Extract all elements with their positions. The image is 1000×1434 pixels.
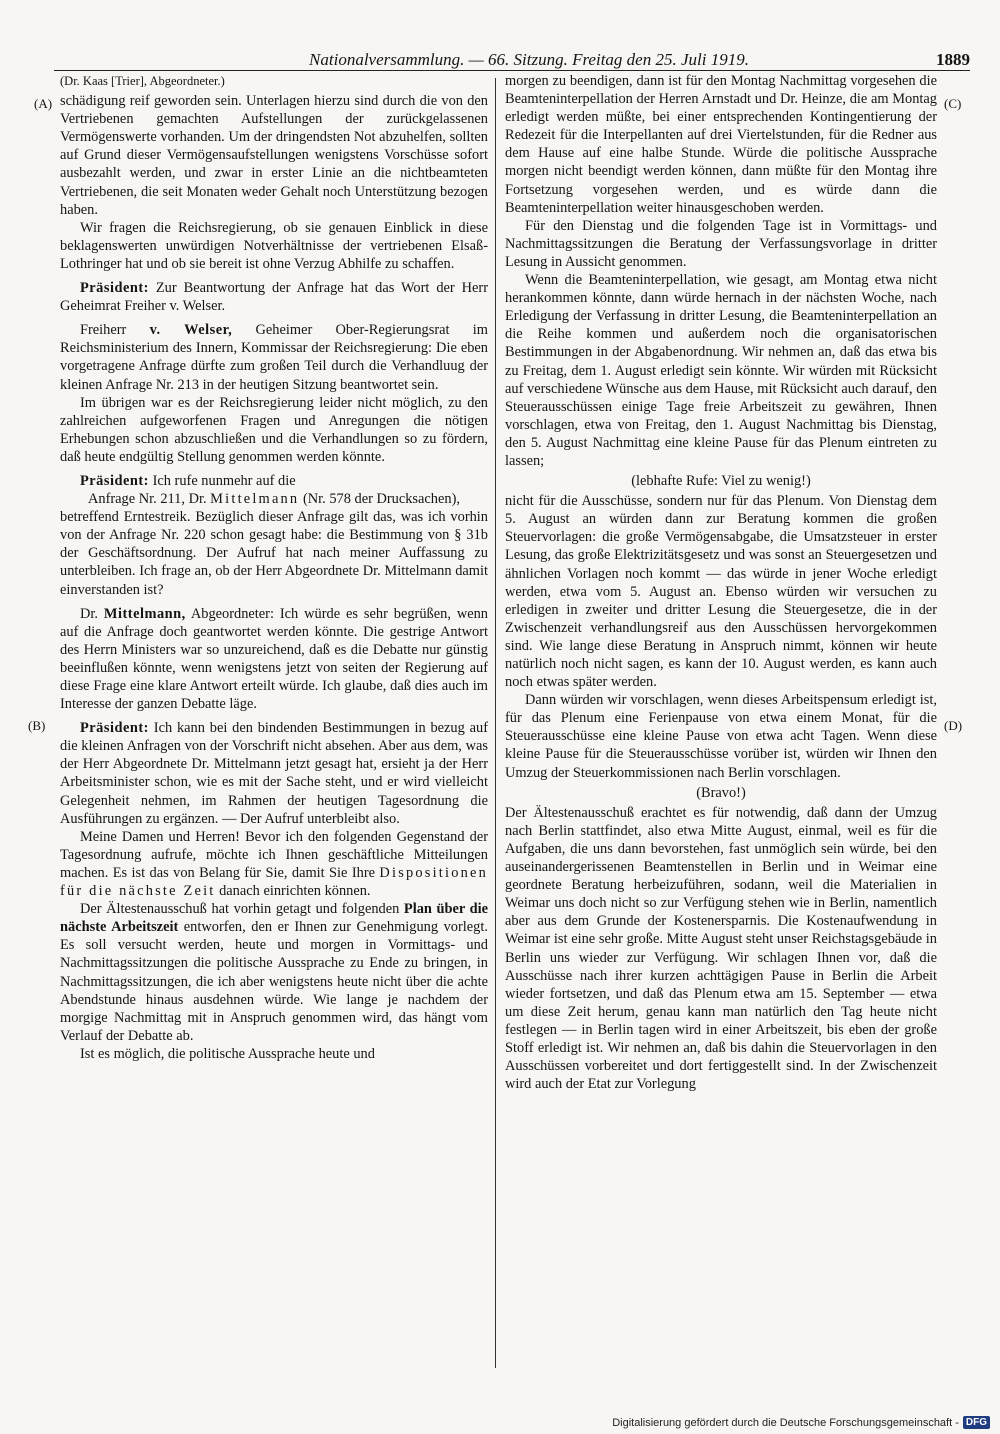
header-title: Nationalversammlung. — 66. Sitzung. Freitag den 25. Juli 1919. [309,50,749,69]
margin-marker-d: (D) [944,718,963,733]
paragraph: morgen zu beendigen, dann ist für den Montag Nachmittag vorgesehen die Beamteninterpellation der Herren Arnstadt und Dr. Heinze, die am Montag erledigt werden müßte, bei einer entsprechenden Kontingentierung der Redezeit für die Interpellanten auf drei Viertelstunden, für die Redner aus dem Hause auf eine halbe Stunde. Würde die politische Aussprache morgen nicht beendigt werden können, dann müßte für den Montag ihre Fortsetzung vorgesehen werden, und es würde dann die Beamteninterpellation weiter hinausgeschoben werden. [505,73,937,216]
agenda-item: Anfrage Nr. 211, Dr. Mittelmann (Nr. 578 der Drucksachen), [88,491,460,508]
speech-president [60,279,488,315]
digitization-footer [610,1416,990,1429]
dfg-logo-icon: DFG [963,1416,990,1429]
speech-president [60,719,488,828]
speaker-attribution: (Dr. Kaas [Trier], Abgeordneter.) [60,74,225,88]
page-header [88,50,970,72]
paragraph: Dann würden wir vorschlagen, wenn dieses Arbeitspensum erledigt ist, für das Plenum eine Ferienpause von etwa einem Monat, für die Steuerausschüsse eine kleine Pause von etwa acht Tagen. Wenn diese kleine Pause für die Steuerausschüsse vorüber ist, würden wir Ihnen den Umzug der Steuerkommissionen nach Berlin vorschlagen. [505,692,937,781]
speaker-title: Dr. [80,605,98,622]
speaker-name: v. Welser, [149,322,233,339]
paragraph: nicht für die Ausschüsse, sondern nur für das Plenum. Von Dienstag dem 5. August an würden dann zur Beratung kommen die großen Steuervorlagen: die große Vermögensabgabe, die Umsatzsteuer in erster Lesung, das große Elektrizitätsgesetz und was sonst an Steuergesetzen und ähnlichen Vorlagen noch kommt — das würde in jener Woche erledigt werden, etwa vom 5. August an. Ebenso würden wir versuchen zu erledigen in zweiter und dritter Lesung die Steuergesetze, die in der Zwischenzeit verhandlungsreif aus den Ausschüssen hervorgekommen sind. Wie lange diese Beratung in Anspruch nimmt, können wir heute natürlich noch nicht sagen, es kann der 10. August werden, es kann auch noch etwas später werden. [505,493,937,691]
interjection: (Bravo!) [696,784,746,801]
speech-text: Ich rufe nunmehr auf die [152,472,296,489]
speech-text: Zur Beantwortung der Anfrage hat das Wort der Herr Geheimrat Freiher v. Welser. [60,280,488,315]
speech-mittelmann [60,605,488,714]
speaker-name: Präsident: [80,472,149,489]
speech-text: Ich kann bei den bindenden Bestimmungen in bezug auf die kleinen Anfragen von der Vorschrift nicht absehen. Aber aus dem, was der Herr Abgeordnete Dr. Mittelmann jetzt gesagt hat, ersieht ja der Herr Arbeitsminister schon, wie es mit der Sache steht, und er wird vielleicht Gelegenheit nehmen, im Rahmen der heutigen Tagesordnung die Ausführungen zu ergänzen. — Der Aufruf unterbleibt also. [60,720,489,827]
column-rule [495,78,496,1368]
left-column [60,72,488,1372]
speaker-name: Mittelmann, [103,605,186,622]
speech-president [60,472,488,490]
paragraph: betreffend Erntestreik. Bezüglich dieser Anfrage gilt das, was ich vorhin von der Anfrage Nr. 220 schon gesagt habe: die Bestimmung von § 31b der Geschäftsordnung. Der Aufruf hat nach meiner Auffassung zu unterbleiben. Ich frage an, ob der Herr Abgeordnete Dr. Mittelmann damit einverstanden ist? [60,509,488,598]
paragraph: Im übrigen war es der Reichsregierung leider nicht möglich, zu den zahlreichen aufgeworfenen Fragen und Anregungen die nötigen Erhebungen schon abzuschließen und die Verhandlungen so zu fördern, daß heute endgültig Stellung genommen werden könnte. [60,394,488,465]
speech-text: Geheimer Ober-Regierungsrat im Reichsministerium des Innern, Kommissar der Reichsregierung: Die eben vorgetragene Anfrage dürfte zum großen Teil durch die Verhandluug der kleinen Anfrage Nr. 213 in der heutigen Sitzung beantwortet sein. [60,322,488,393]
paragraph: Für den Dienstag und die folgenden Tage ist in Vormittags- und Nachmittagssitzungen die Beratung der Verfassungsvorlage in dritter Lesung in Aussicht genommen. [505,217,937,270]
margin-marker-b: (B) [28,718,46,733]
bold-emphasis: Plan über die nächste Arbeitszeit [60,901,489,936]
interjection: (lebhafte Rufe: Viel zu wenig!) [631,473,811,490]
speech-text: Abgeordneter: Ich würde es sehr begrüßen, wenn auf die Anfrage doch geantwortet werden könnte. Die gestrige Antwort des Herrn Ministers war so unzureichend, daß es die Debatte nur günstig beeinflußen könnte, wenn wenigstens jetzt von seiten der Regierung auf diese Frage eine klare Antwort erteilt würde. Ich glaube, daß dies auch im Interesse der ganzen Debatte läge. [60,605,488,713]
speaker-name: Präsident: [80,720,149,737]
paragraph: Wir fragen die Reichsregierung, ob sie genauen Einblick in diese beklagenswerten unwürdigen Notverhältnisse der vertriebenen Elsaß-Lothringer hat und ob sie bereit ist ohne Verzug Abhilfe zu schaffen. [60,219,488,272]
paragraph: Der Ältestenausschuß hat vorhin getagt und folgenden Plan über die nächste Arbeitszeit entworfen, den er Ihnen zur Genehmigung vorlegt. Es soll versucht werden, heute und morgen in Vormittags- und Nachmittagssitzungen die politische Aussprache zu Ende zu bringen, in Nachmittagssitzungen, die ich aber wenigstens heute nicht über die achte Abendstunde hinaus ausdehnen würde. Wie lange je nachdem der morgige Nachmittag mit in Anspruch genommen wird, das hängt vom Verlauf der Debatte ab. [60,901,489,1044]
paragraph: schädigung reif geworden sein. Unterlagen hierzu sind durch die von den Vertriebenen gemachten Aufstellungen der zurückgelassenen Vermögenswerte vorhanden. Um der dringendsten Not abzuhelfen, sollten auf Grund dieser Vermögensaufstellungen wenigstens Vorschüsse sofort ausbezahlt werden, und zwar in erster Linie an die nichtbeamteten Vertriebenen, die seit Monaten weder Gehalt noch Unterstützung bezogen haben. [60,93,488,218]
footer-text: Digitalisierung gefördert durch die Deutsche Forschungsgemeinschaft - [612,1416,959,1429]
page-number: 1889 [936,50,970,69]
speaker-name: Präsident: [80,280,149,297]
margin-marker-c: (C) [944,96,962,111]
paragraph: Meine Damen und Herren! Bevor ich den folgenden Gegenstand der Tagesordnung aufrufe, möchte ich Ihnen geschäftliche Mitteilungen machen. Es ist das von Belang für Sie, damit Sie Ihre Dispositionen für die nächste Zeit danach einrichten können. [60,828,488,900]
paragraph: Wenn die Beamteninterpellation, wie gesagt, am Montag etwa nicht herankommen könnte, dann würde hernach in der nächsten Woche, nach Erledigung der Verfassung in dritter Lesung, die Beamteninterpellation an die Reihe kommen und außerdem noch die organisatorischen Bestimmungen in der Abgabenordnung. Wir nehmen an, daß das etwa bis zu Freitag, dem 1. August erledigt sein könnte. Wir würden mit Rücksicht auf verschiedene Wünsche aus dem Hause, mit Rücksicht auch darauf, den Steuerausschüssen einige Tage freie Arbeitszeit zu gewähren, Ihnen vorschlagen, etwa von Freitag, den 1. August Nachmittag bis Dienstag, den 5. August Nachmittag eine kleine Pause für das Plenum eintreten zu lassen; [505,272,937,469]
right-column [505,72,937,1372]
speaker-title: Freiherr [80,322,127,339]
agenda-name: Mittelmann [210,491,300,508]
spaced-emphasis: Dispositionen für die nächste Zeit [60,864,488,900]
margin-marker-a: (A) [34,96,53,111]
paragraph: Ist es möglich, die politische Aussprache heute und [80,1045,375,1062]
speech-welser [60,321,488,393]
header-rule [54,70,970,71]
paragraph: Der Ältestenausschuß erachtet es für notwendig, daß dann der Umzug nach Berlin stattfindet, also etwa Mitte August, einmal, weil es für die Aufgaben, die uns dann bevorstehen, fast unmöglich sein würde, bei den auseinandergerissenen Beamtenstellen in Berlin und in Weimar eine geordnete Beratung herbeizuführen, sodann, weil die Materialien in Weimar uns doch nicht so zur Verfügung stehen wie in Berlin, namentlich aber aus dem Grunde der Kostenersparnis. Die Kostenaufwendung in Weimar ist eine sehr große. Mitte August steht unser Reichstagsgebäude in Berlin uns wieder zur Verfügung. Wir schlagen Ihnen vor, daß die Ausschüsse nach ihrer kurzen achttägigen Pause in Berlin die Arbeit wieder fortsetzen, und daß das Plenum etwa am 15. September — etwa um diese Zeit herum, genau kann man natürlich den Tag heute nicht festlegen — in Berlin tagen wird in einer Arbeitszeit, bis eben der große Stoff erledigt ist. Wir nehmen an, daß bis dahin die Steuervorlagen in den Ausschüssen vorbereitet und dort fertiggestellt sind. In der Zwischenzeit wird auch der Etat zur Vorlegung [505,804,937,1093]
